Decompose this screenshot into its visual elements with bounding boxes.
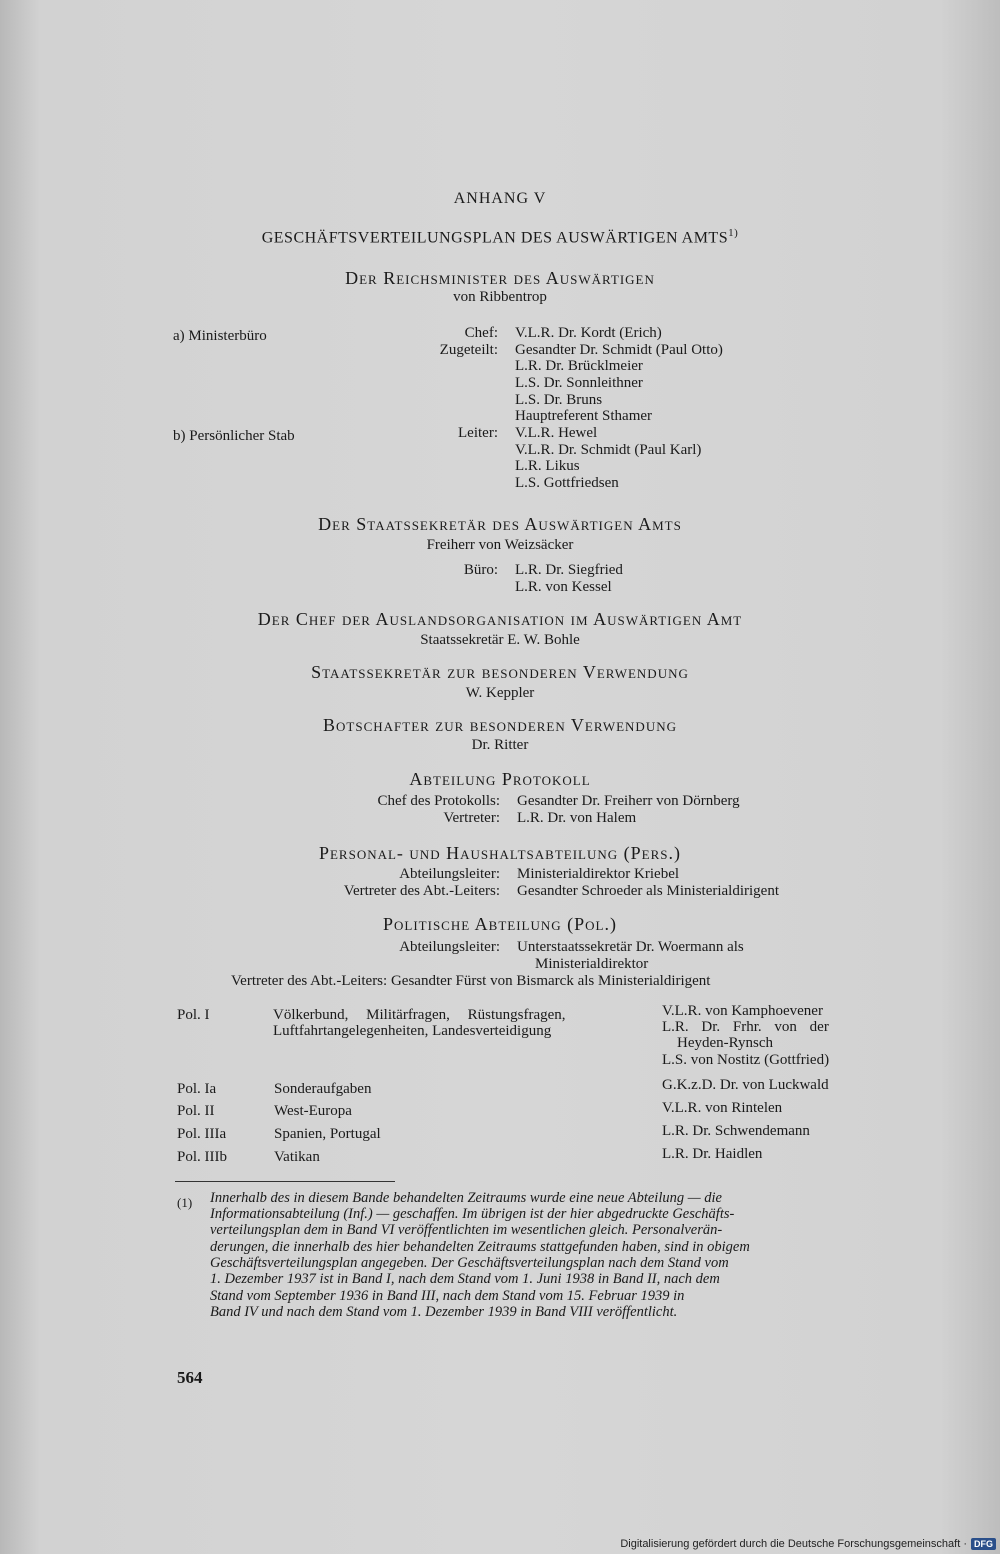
section-botschafter-name: Dr. Ritter [471, 737, 529, 753]
pol-code: Pol. Ia [177, 1081, 217, 1097]
pol-person: V.L.R. von Kamphoevener [662, 1003, 823, 1019]
label-persoenlicher-stab: b) Persönlicher Stab [173, 428, 295, 444]
pol-person: L.S. von Nostitz (Gottfried) [662, 1052, 830, 1068]
person: L.S. Dr. Bruns [515, 392, 603, 408]
value-abteilungsleiter-pol-cont: Ministerialdirektor [535, 956, 649, 972]
pol-subject: Sonderaufgaben [274, 1081, 372, 1097]
pol-code: Pol. I [177, 1007, 210, 1023]
footnote-line: Stand vom September 1936 in Band III, nach dem Stand vom 15. Februar 1939 in [210, 1288, 685, 1304]
label-abteilungsleiter: Abteilungsleiter: [399, 866, 500, 882]
digitization-footer [600, 1534, 1000, 1554]
pol-code: Pol. IIIa [177, 1126, 227, 1142]
label-chef-protokolls: Chef des Protokolls: [377, 793, 500, 809]
pol-subject: Luftfahrtangelegenheiten, Landesverteidigung [273, 1023, 552, 1039]
section-personal-title: Personal- und Haushaltsabteilung (Pers.) [318, 843, 682, 863]
person: V.L.R. Dr. Schmidt (Paul Karl) [515, 442, 702, 458]
section-auslandsorganisation-title: Der Chef der Auslandsorganisation im Auswärtigen Amt [257, 609, 743, 629]
appendix-label: ANHANG V [453, 190, 547, 207]
footnote-line: verteilungsplan dem in Band VI veröffentlichten im wesentlichen gleich. Personalverän- [210, 1222, 723, 1238]
pol-subject: Vatikan [274, 1149, 320, 1165]
person: Hauptreferent Sthamer [515, 408, 653, 424]
section-staatssekretaer-zbv-title: Staatssekretär zur besonderen Verwendung [311, 662, 689, 682]
label-abteilungsleiter-pol: Abteilungsleiter: [399, 939, 500, 955]
label-chef: Chef: [464, 325, 498, 341]
section-reichsminister-title: Der Reichsminister des Auswärtigen [345, 268, 655, 288]
footnote-line: Informationsabteilung (Inf.) — geschaffen. Im übrigen ist der hier abgedruckte Geschäfts- [210, 1206, 735, 1222]
person: L.S. Dr. Sonnleithner [515, 375, 643, 391]
digitization-note: Digitalisierung gefördert durch die Deutsche Forschungsgemeinschaft · [620, 1538, 967, 1550]
section-botschafter-title: Botschafter zur besonderen Verwendung [323, 715, 677, 735]
section-staatssekretaer-title: Der Staatssekretär des Auswärtigen Amts [318, 514, 682, 534]
page-number: 564 [177, 1368, 203, 1387]
pol-person: L.R. Dr. Frhr. von der [662, 1019, 829, 1035]
person: L.R. Likus [515, 458, 580, 474]
footnote-line: Band IV und nach dem Stand vom 1. Dezember 1939 in Band VIII veröffentlicht. [210, 1304, 678, 1320]
person: Gesandter Dr. Schmidt (Paul Otto) [515, 342, 723, 358]
person: L.R. Dr. Siegfried [515, 562, 623, 578]
pol-code: Pol. II [177, 1103, 215, 1119]
pol-person: G.K.z.D. Dr. von Luckwald [662, 1077, 829, 1093]
label-buero: Büro: [463, 562, 498, 578]
footnote-line: Geschäftsverteilungsplan angegeben. Der Geschäftsverteilungsplan nach dem Stand vom [210, 1255, 729, 1271]
pol-person: L.R. Dr. Haidlen [662, 1146, 763, 1162]
pol-person: V.L.R. von Rintelen [662, 1100, 783, 1116]
footnote-line: 1. Dezember 1937 ist in Band I, nach dem Stand vom 1. Juni 1938 in Band II, nach dem [210, 1271, 720, 1287]
value-chef-protokolls: Gesandter Dr. Freiherr von Dörnberg [517, 793, 740, 809]
footnote-marker: (1) [177, 1195, 193, 1210]
section-staatssekretaer-name: Freiherr von Weizsäcker [426, 537, 574, 553]
label-leiter: Leiter: [458, 425, 498, 441]
section-reichsminister-name: von Ribbentrop [453, 289, 547, 305]
value-vertreter: L.R. Dr. von Halem [517, 810, 637, 826]
pol-subject: West-Europa [274, 1103, 352, 1119]
label-zugeteilt: Zugeteilt: [439, 342, 498, 358]
pol-subject: Völkerbund, Militärfragen, Rüstungsfragen, [273, 1007, 566, 1023]
label-vertreter-abt: Vertreter des Abt.-Leiters: [343, 883, 500, 899]
pol-subject: Spanien, Portugal [274, 1126, 381, 1142]
value-vertreter-abt: Gesandter Schroeder als Ministerialdirigent [517, 883, 780, 899]
label-vertreter: Vertreter: [443, 810, 500, 826]
value-abteilungsleiter-pol: Unterstaatssekretär Dr. Woermann als [517, 939, 744, 955]
person: V.L.R. Hewel [515, 425, 598, 441]
pol-code: Pol. IIIb [177, 1149, 227, 1165]
footnote-line: Innerhalb des in diesem Bande behandelten Zeitraums wurde eine neue Abteilung — die [210, 1190, 722, 1206]
person: L.S. Gottfriedsen [515, 475, 619, 491]
section-staatssekretaer-zbv-name: W. Keppler [465, 685, 535, 701]
person: V.L.R. Dr. Kordt (Erich) [515, 325, 662, 341]
page-title: GESCHÄFTSVERTEILUNGSPLAN DES AUSWÄRTIGEN AMTS$^{1)}$ [261, 227, 739, 247]
footnote-line: derungen, die innerhalb des hier behandelten Zeitraums stattgefunden haben, sind in obigem [210, 1239, 750, 1255]
person: L.R. Dr. Brücklmeier [515, 358, 643, 374]
value-abteilungsleiter: Ministerialdirektor Kriebel [517, 866, 680, 882]
section-protokoll-title: Abteilung Protokoll [409, 769, 591, 789]
pol-person: Heyden-Rynsch [677, 1035, 774, 1051]
vertreter-pol-line: Vertreter des Abt.-Leiters: Gesandter Fürst von Bismarck als Ministerialdirigent [231, 973, 711, 989]
section-auslandsorganisation-name: Staatssekretär E. W. Bohle [420, 632, 580, 648]
pol-person: L.R. Dr. Schwendemann [662, 1123, 810, 1139]
label-ministerbuero: a) Ministerbüro [173, 328, 267, 344]
section-politische-title: Politische Abteilung (Pol.) [383, 914, 617, 934]
person: L.R. von Kessel [515, 579, 612, 595]
footnote-rule [175, 1181, 395, 1182]
footnote-ref: 1) [728, 227, 739, 239]
dfg-logo-icon: DFG [971, 1538, 996, 1550]
